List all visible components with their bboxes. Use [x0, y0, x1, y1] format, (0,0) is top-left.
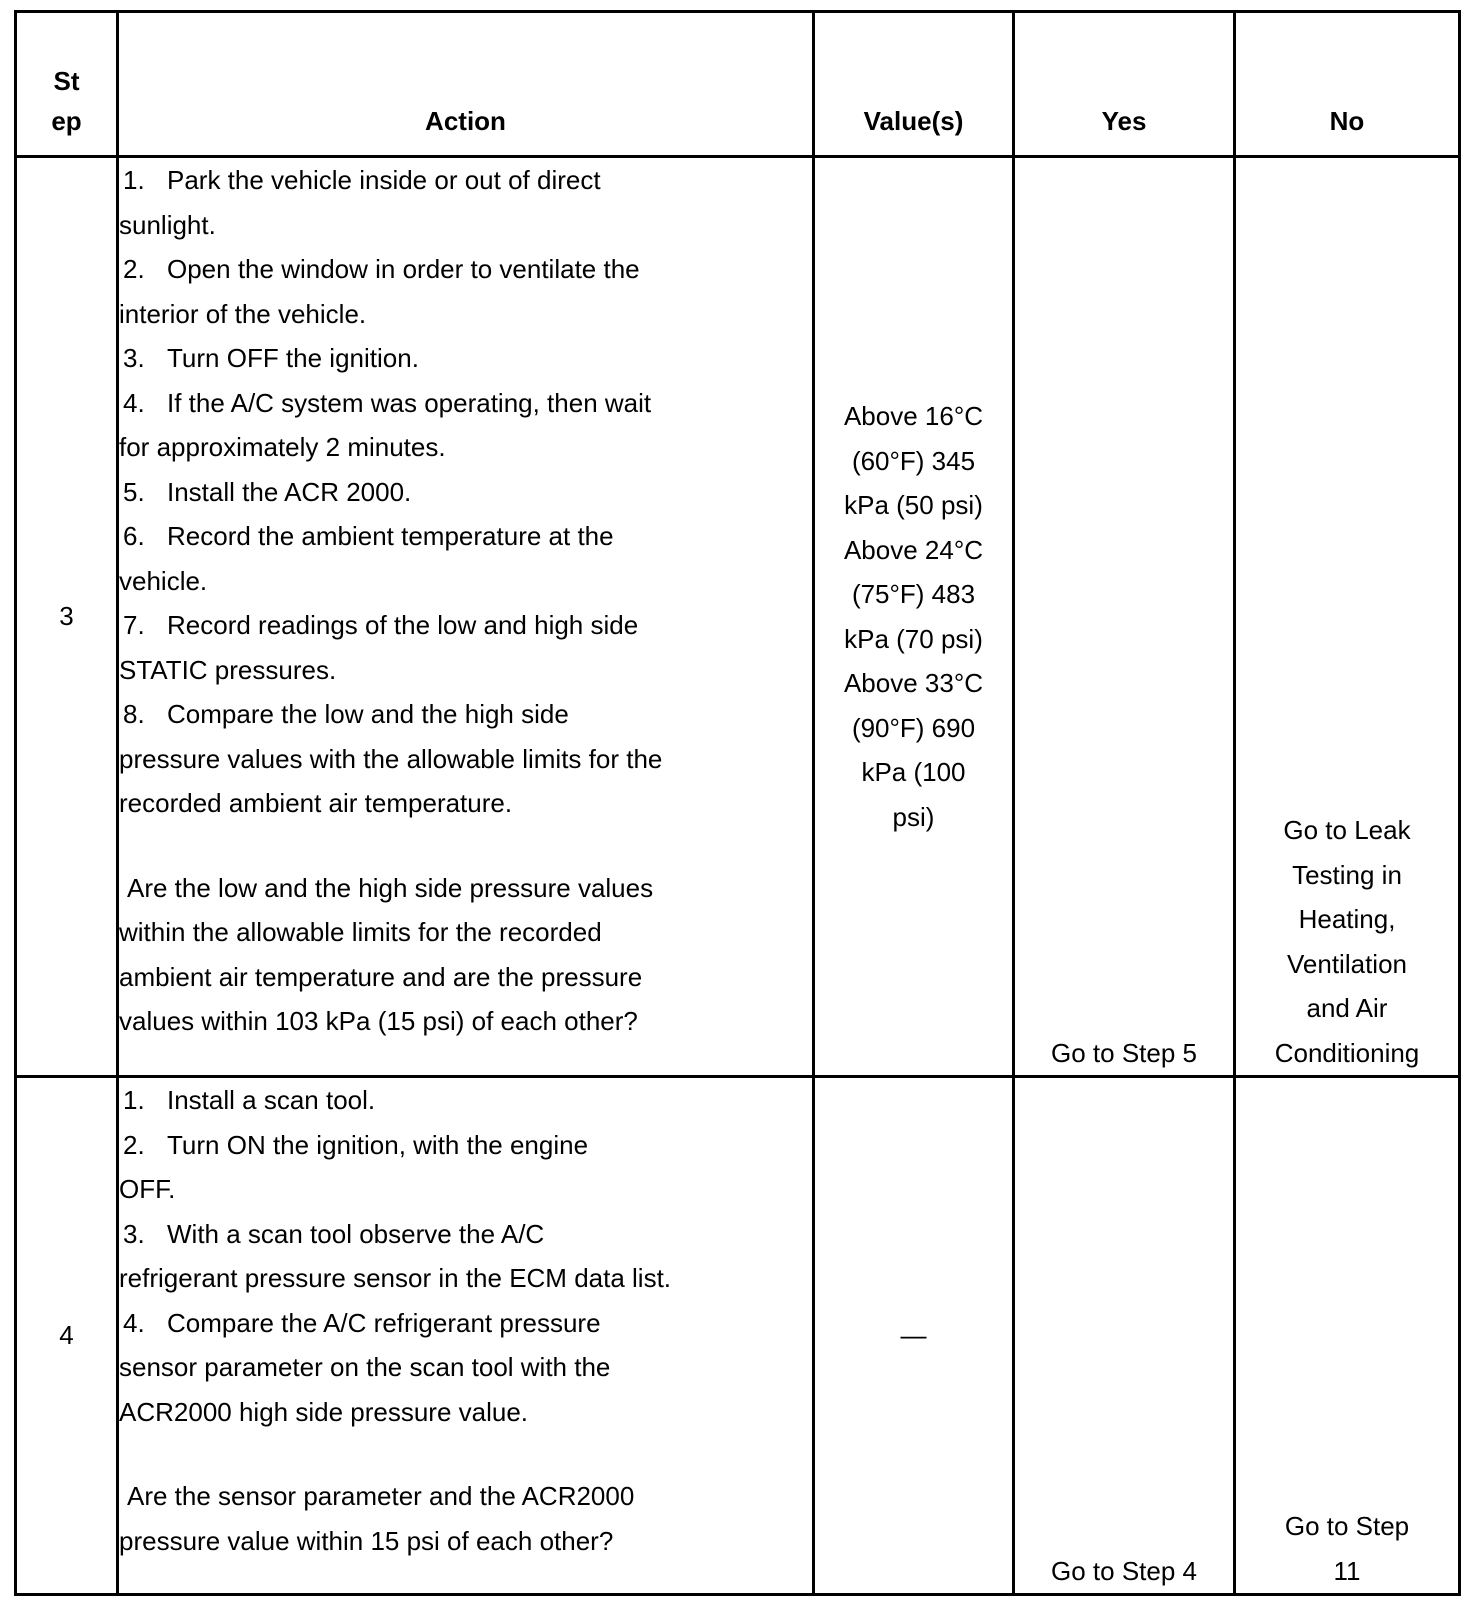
action-cell — [118, 1077, 814, 1595]
action-item-cont: refrigerant pressure sensor in the ECM data list. — [119, 1263, 672, 1293]
action-item-cont: STATIC pressures. — [119, 654, 337, 685]
action-cell — [118, 157, 814, 1077]
values-cell: — — [814, 1077, 1014, 1595]
yes-cell: Go to Step 4 — [1014, 1077, 1235, 1595]
header-row — [16, 12, 1460, 157]
action-item: 1. Park the vehicle inside or out of direct — [123, 165, 601, 195]
table-row — [16, 157, 1460, 1077]
header-yes: Yes — [1014, 12, 1235, 157]
action-item: 4. Compare the A/C refrigerant pressure — [123, 1307, 601, 1338]
action-item-cont: vehicle. — [119, 565, 208, 596]
action-item-cont: sensor parameter on the scan tool with the — [119, 1352, 611, 1382]
diagnostic-table — [14, 10, 1461, 1596]
action-item: 1. Install a scan tool. — [123, 1085, 376, 1115]
header-values: Value(s) — [814, 12, 1014, 157]
action-item: 4. If the A/C system was operating, then wait — [123, 387, 652, 418]
header-action: Action — [118, 12, 814, 157]
no-cell: Go to Step 11 — [1235, 1077, 1460, 1595]
values-cell: Above 16°C (60°F) 345 kPa (50 psi) Above 24°C (75°F) 483 kPa (70 psi) Above 33°C (90°F) 690 kPa (100 psi) — [814, 157, 1014, 1077]
action-item: 6. Record the ambient temperature at the — [123, 521, 614, 551]
question-line: Are the low and the high side pressure values — [127, 872, 654, 903]
question-line: ambient air temperature and are the pressure — [119, 961, 643, 992]
action-item-cont: sunlight. — [119, 209, 216, 240]
action-item-cont: for approximately 2 minutes. — [119, 432, 446, 462]
table-row — [16, 1077, 1460, 1595]
step-number: 4 — [16, 1077, 118, 1595]
action-item: 8. Compare the low and the high side — [123, 699, 569, 729]
action-item: 2. Turn ON the ignition, with the engine — [123, 1129, 589, 1160]
no-cell: Go to Leak Testing in Heating, Ventilation and Air Conditioning — [1235, 157, 1460, 1077]
question-line: Are the sensor parameter and the ACR2000 — [127, 1481, 635, 1511]
header-no: No — [1235, 12, 1460, 157]
action-item-cont: ACR2000 high side pressure value. — [119, 1396, 529, 1427]
action-item: 2. Open the window in order to ventilate the — [123, 254, 640, 284]
action-item-cont: interior of the vehicle. — [119, 298, 367, 329]
question-line: pressure value within 15 psi of each other? — [119, 1525, 614, 1556]
action-item: 3. With a scan tool observe the A/C — [123, 1218, 545, 1249]
step-number: 3 — [16, 157, 118, 1077]
action-item-cont: OFF. — [119, 1174, 176, 1204]
action-item-cont: recorded ambient air temperature. — [119, 788, 513, 818]
question-line: values within 103 kPa (15 psi) of each other? — [119, 1006, 638, 1036]
action-item-cont: pressure values with the allowable limits for the — [119, 743, 663, 774]
header-step: St ep — [16, 12, 118, 157]
yes-cell: Go to Step 5 — [1014, 157, 1235, 1077]
action-item: 5. Install the ACR 2000. — [123, 476, 412, 507]
question-line: within the allowable limits for the recorded — [119, 917, 602, 947]
action-item: 3. Turn OFF the ignition. — [123, 343, 419, 373]
action-item: 7. Record readings of the low and high side — [123, 610, 639, 640]
